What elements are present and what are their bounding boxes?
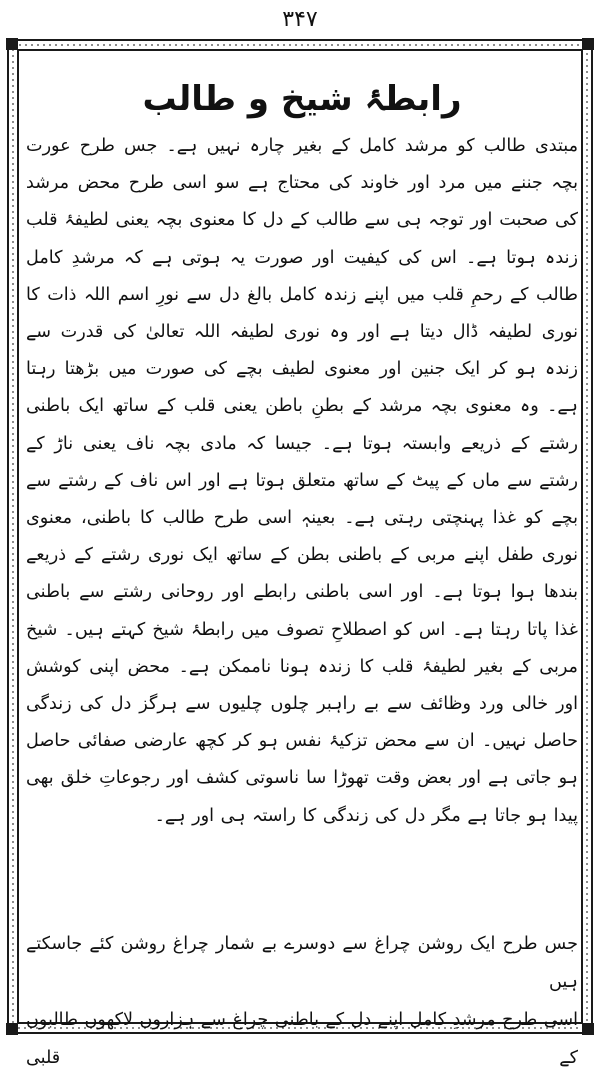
closing-verse xyxy=(26,925,578,1077)
verse-line-2: اسی طرح مرشدِ کامل اپنے دل کے باطنی چراغ سے ہزاروں لاکھوں طالبوں کے قلبی xyxy=(26,1010,578,1068)
main-content xyxy=(26,76,578,835)
page-number: ۳۴۷ xyxy=(282,7,318,32)
page-title: رابطۂ شیخ و طالب xyxy=(142,79,462,119)
body-paragraph: مبتدی طالب کو مرشد کامل کے بغیر چارہ نہیں ہے۔ جس طرح عورت بچہ جننے میں مرد اور خاوند کی محتاج ہے سو اسی طرح محض مرشد کی صحبت اور توجہ ہی سے طالب کے دل کا معنوی بچہ یعنی لطیفۂ قلب زندہ ہوتا ہے۔ اس کی کیفیت اور صورت یہ ہوتی ہے کہ مرشدِ کامل طالب کے رحمِ قلب میں اپنے زندہ کامل بالغ دل سے نورِ اسم اللہ ذات کا نوری لطیفہ ڈال دیتا ہے اور وہ نوری لطیفہ اللہ تعالیٰ کی قدرت سے زندہ ہو کر ایک جنین اور معنوی لطیف بچے کی صورت میں بڑھتا رہتا ہے۔ وہ معنوی بچہ مرشد کے بطنِ باطن یعنی قلب کے ساتھ ایک باطنی رشتے کے ذریعے وابستہ ہوتا ہے۔ جیسا کہ مادی بچہ ناف یعنی ناڑ کے رشتے سے ماں کے پیٹ کے ساتھ متعلق ہوتا ہے اور اس ناف کے رشتے سے بچے کو غذا پہنچتی رہتی ہے۔ بعینہٖ اسی طرح طالب کا باطنی، معنوی نوری طفل اپنے مربی کے باطنی بطن کے ساتھ ایک نوری رشتے کے ذریعے بندھا ہوا ہوتا ہے۔ اور اسی باطنی رابطے اور روحانی رشتے سے باطنی غذا پاتا رہتا ہے۔ اس کو اصطلاحِ تصوف میں رابطۂ شیخ کہتے ہیں۔ شیخ مربی کے بغیر لطیفۂ قلب کا زندہ ہونا ناممکن ہے۔ محض اپنی کوشش اور خالی ورد وظائف سے بے راہبر چلوں چلیوں سے ہرگز دل کی زندگی حاصل نہیں۔ ان سے محض تزکیۂ نفس ہو کر کچھ عارضی صفائی حاصل ہو جاتی ہے اور بعض وقت تھوڑا سا ناسوتی کشف اور رجوعاتِ خلق بھی پیدا ہو جاتا ہے مگر دل کی زندگی کا راستہ ہی اور ہے۔ xyxy=(26,136,578,826)
verse-line-1: جس طرح ایک روشن چراغ سے دوسرے بے شمار چراغ روشن کئے جاسکتے ہیں xyxy=(26,934,578,992)
